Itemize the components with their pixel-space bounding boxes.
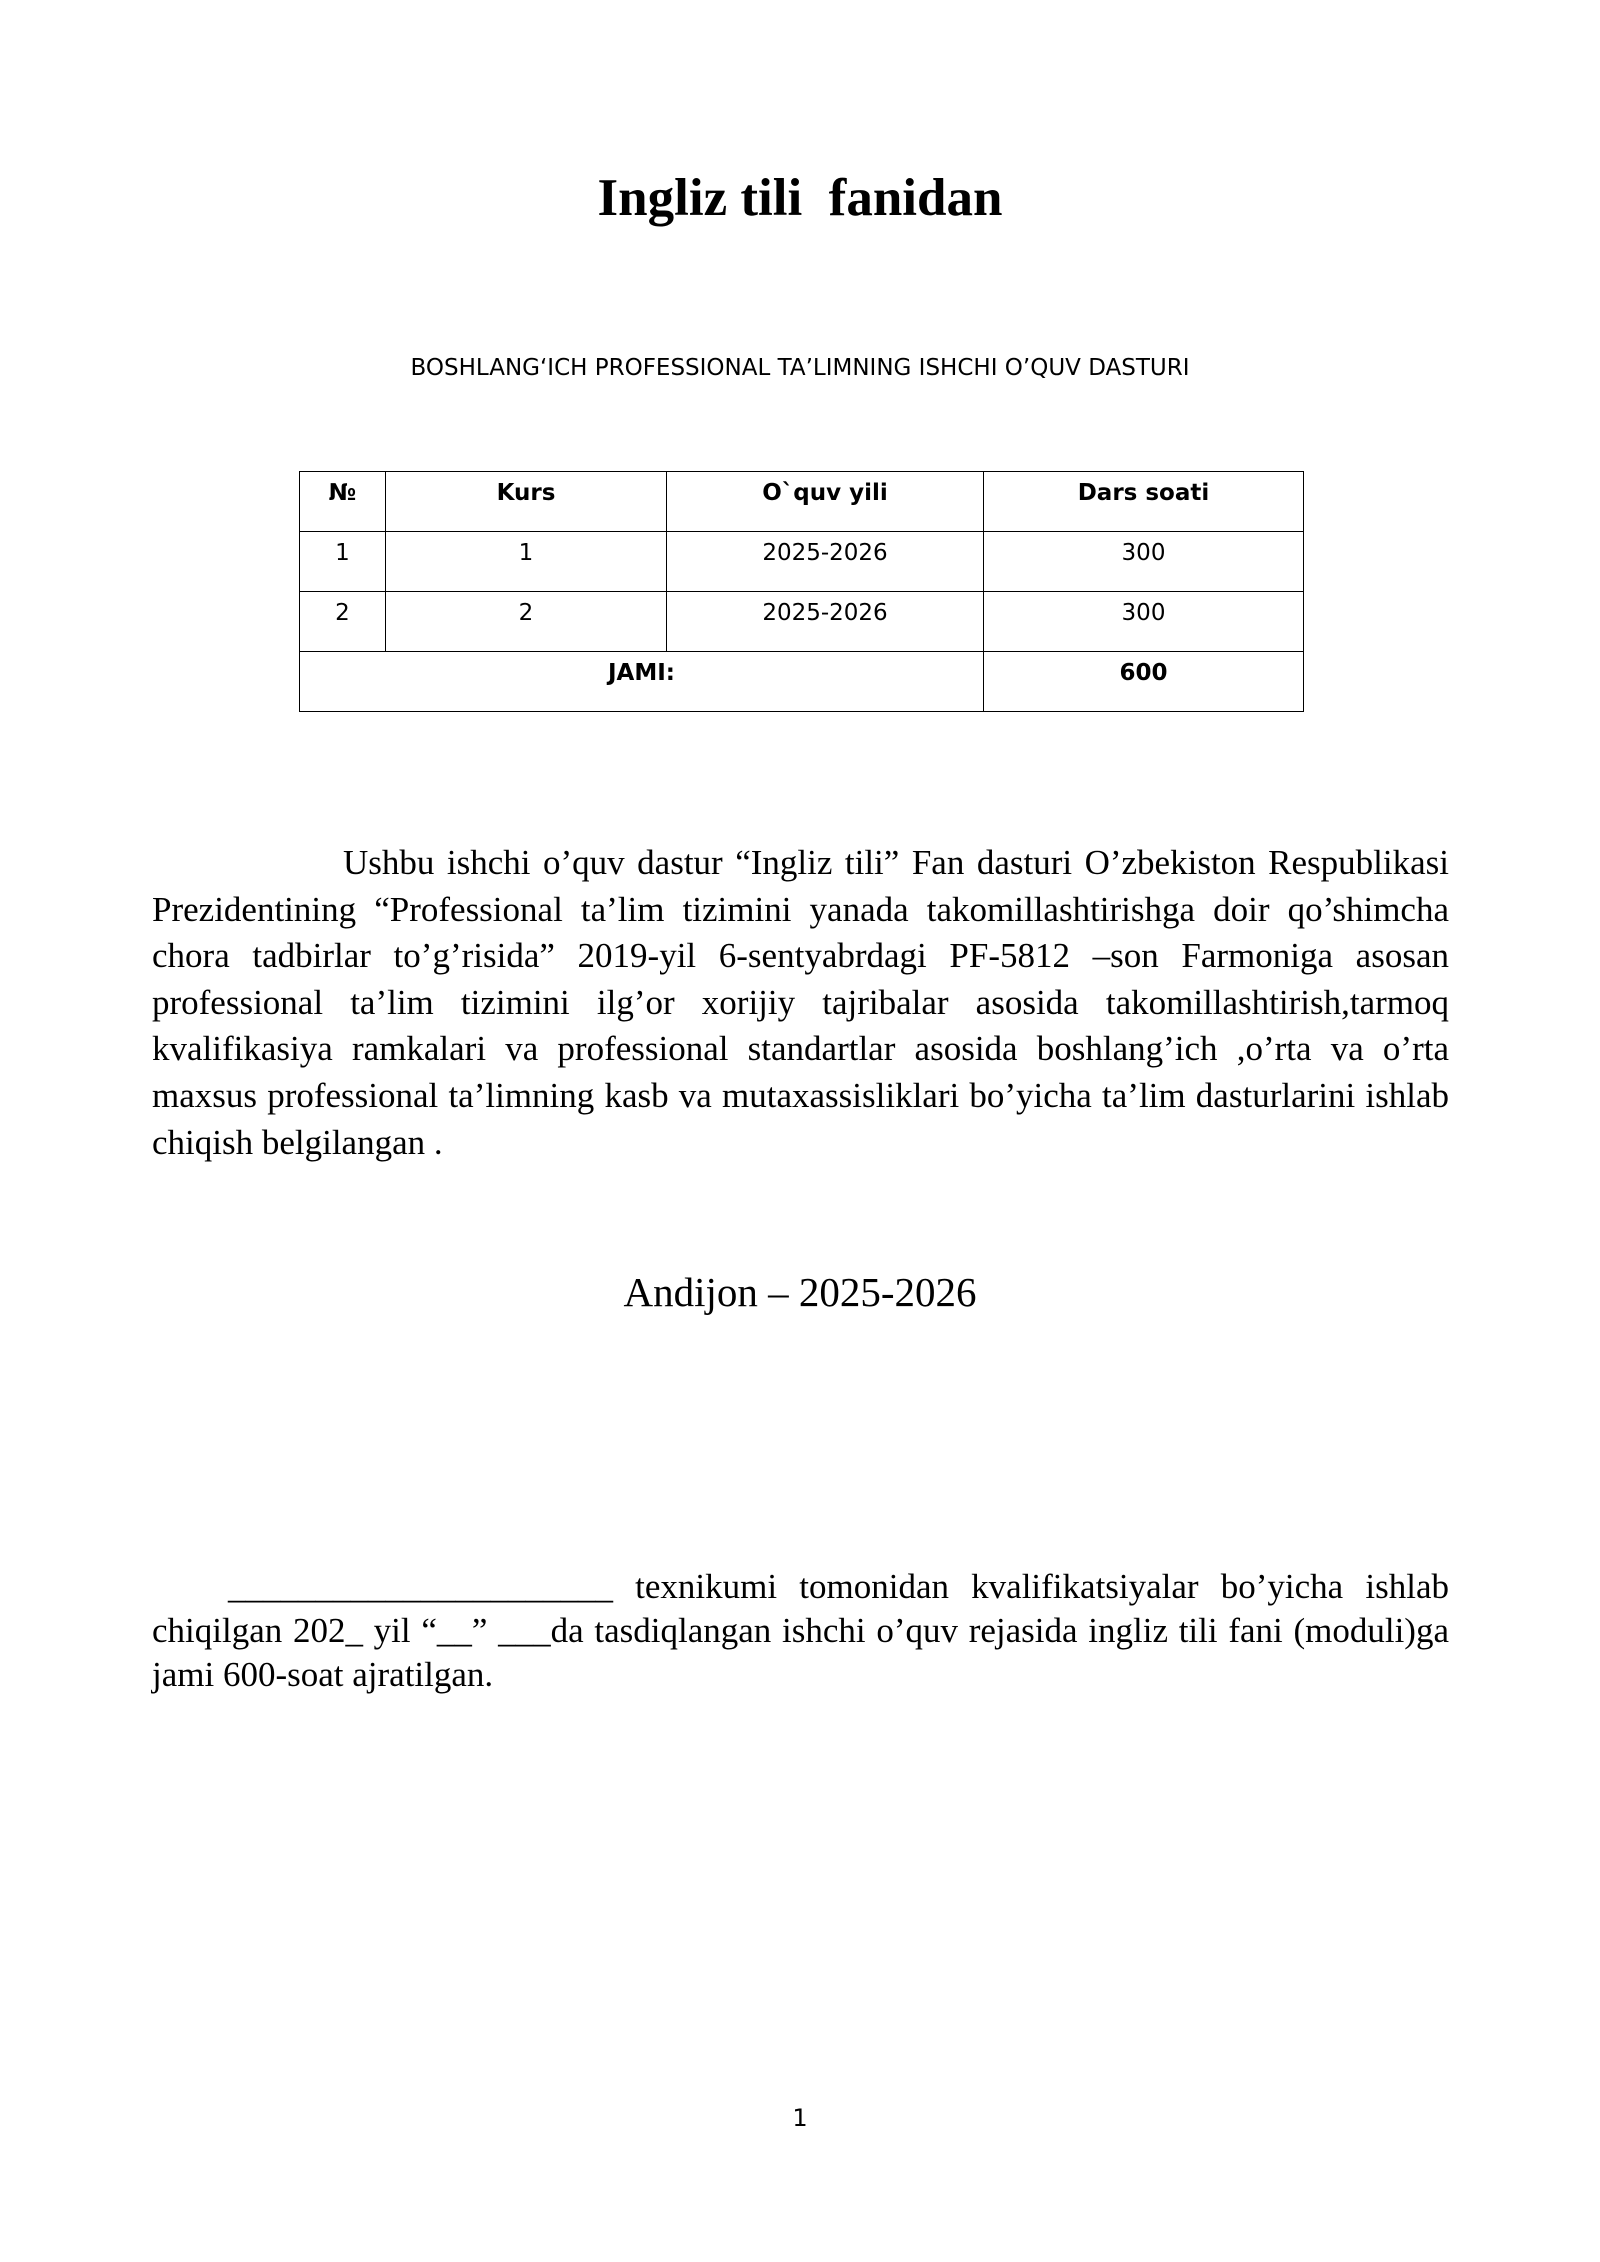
table-row [300,532,1304,592]
cell-lesson-hours: 300 [984,532,1304,592]
program-description-paragraph: Ushbu ishchi o’quv dastur “Ingliz tili” Fan dasturi O’zbekiston Respublikasi Prezidentining “Professional ta’lim tizimini yanada takomillashtirishga doir qo’shimcha chora tadbirlar to’g’risida” 2019-yil 6-sentyabrdagi PF-5812 –son Farmoniga asosan professional ta’lim tizimini ilg’or xorijiy tajribalar asosida takomillashtirish,tarmoq kvalifikasiya ramkalari va professional standartlar asosida boshlang’ich ,o’rta va o’rta maxsus professional ta’limning kasb va mutaxassisliklari bo’yicha ta’lim dasturlarini ishlab chiqish belgilangan . [152,843,1449,1162]
cell-academic-year: 2025-2026 [667,592,984,652]
cell-course: 2 [386,592,667,652]
cell-number: 2 [300,592,386,652]
cell-lesson-hours: 300 [984,592,1304,652]
cell-academic-year: 2025-2026 [667,532,984,592]
header-academic-year: O`quv yili [667,472,984,532]
document-subtitle: BOSHLANG‘ICH PROFESSIONAL TA’LIMNING ISHCHI O’QUV DASTURI [410,355,1190,381]
header-course: Kurs [386,472,667,532]
approval-paragraph: ______________________ texnikumi tomonidan kvalifikatsiyalar bo’yicha ishlab chiqilgan 202_ yil “__” ___da tasdiqlangan ishchi o’quv rejasida ingliz tili fani (moduli)ga jami 600-soat ajratilgan. [152,1567,1449,1694]
total-value: 600 [984,652,1304,712]
document-title: Ingliz tili fanidan [597,169,1003,227]
table-row [300,592,1304,652]
table-header-row [300,472,1304,532]
header-lesson-hours: Dars soati [984,472,1304,532]
header-number: № [300,472,386,532]
place-and-year: Andijon – 2025-2026 [623,1269,977,1315]
total-label: JAMI: [300,652,984,712]
cell-number: 1 [300,532,386,592]
table-total-row [300,652,1304,712]
cell-course: 1 [386,532,667,592]
hours-table [299,471,1304,712]
page-number: 1 [792,2104,808,2132]
